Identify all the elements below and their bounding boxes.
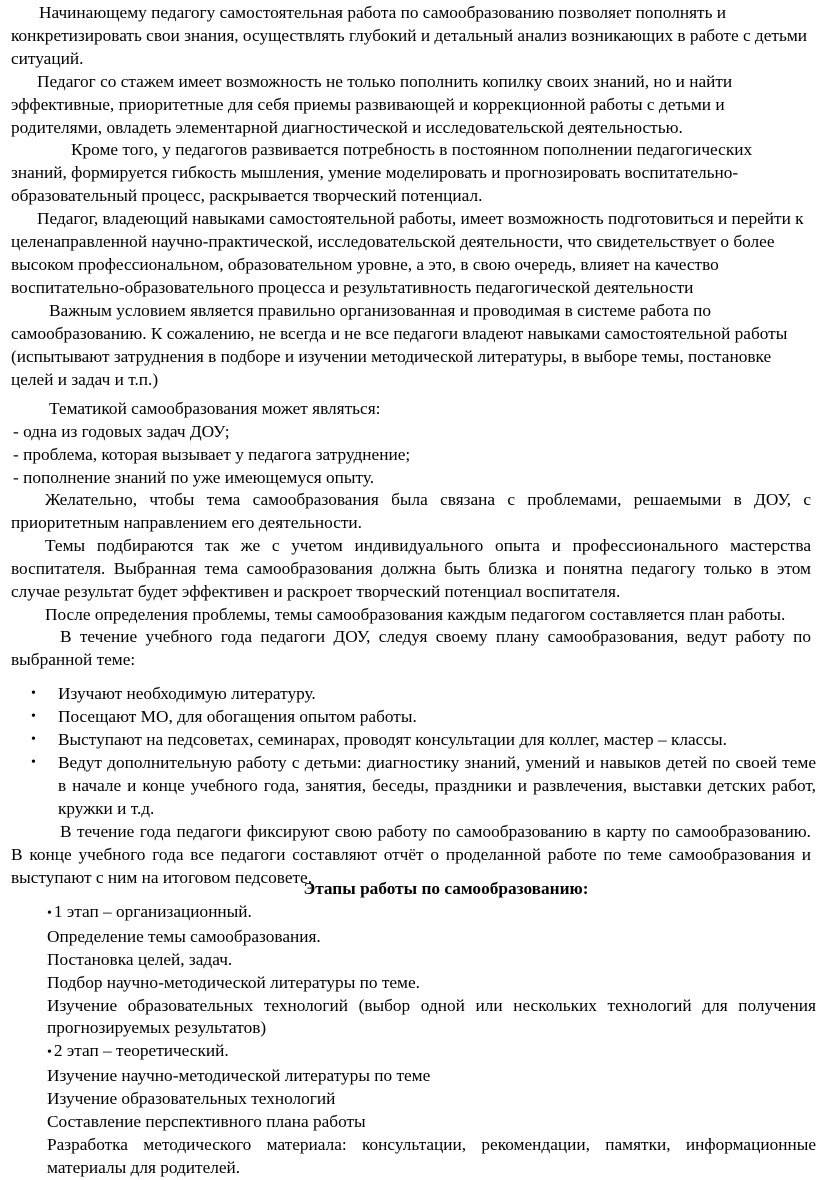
stage1-item: Определение темы самообразования. xyxy=(47,926,321,946)
stage2-item: Изучение научно-методической литературы по теме xyxy=(47,1066,431,1086)
stage1-item: Изучение образовательных технологий (выбор одной или нескольких технологий для получения прогнозируемых результатов) xyxy=(47,995,816,1038)
stage1-item: Постановка целей, задач. xyxy=(47,949,233,969)
bullet-icon: • xyxy=(31,754,36,770)
paragraph-important: Важным условием является правильно организованная и проводимая в системе работа по самообразованию. К сожалению, не всегда и не все педагоги владеют навыками самостоятельной работы (испытывают затруднения в подборе и изучении методической литературы, в выборе темы, постановке целей и задач и т.п.) xyxy=(11,300,788,389)
bullet-icon: • xyxy=(31,731,36,747)
paragraph-skills: Педагог, владеющий навыками самостоятельной работы, имеет возможность подготовиться и перейти к целенаправленной научно-практической, исследовательской деятельности, что свидетельствует о более высоком профессиональном, образовательном уровне, а это, в свою очередь, влияет на качество воспитательно-образовательного процесса и результативность педагогической деятельности xyxy=(11,209,804,297)
topics-section xyxy=(0,398,816,490)
stage2-item: Изучение образовательных технологий xyxy=(47,1089,336,1109)
stage2-item: Составление перспективного плана работы xyxy=(47,1112,366,1132)
stage2-title: • 2 этап – теоретический. xyxy=(47,1041,229,1061)
topic-item: - пополнение знаний по уже имеющемуся опыту. xyxy=(13,467,375,487)
bullet-icon: • xyxy=(31,686,36,701)
paragraph-experienced: Педагог со стажем имеет возможность не только пополнить копилку своих знаний, но и найти эффективные, приоритетные для себя приемы развивающей и коррекционной работы с детьми и родителями, овладеть элементарной диагностической и исследовательской деятельностью. xyxy=(11,71,733,137)
stage1-item: Подбор научно-методической литературы по теме. xyxy=(47,972,420,992)
topic-item: - одна из годовых задач ДОУ; xyxy=(13,421,230,441)
paragraph-desirable: Желательно, чтобы тема самообразования была связана с проблемами, решаемыми в ДОУ, с приоритетным направлением его деятельности. xyxy=(11,490,811,532)
paragraph-moreover: Кроме того, у педагогов развивается потребность в постоянном пополнении педагогических знаний, формируется гибкость мышления, умение моделировать и прогнозировать воспитательно-образовательный процесс, раскрывается творческий потенциал. xyxy=(11,140,753,206)
intro-section xyxy=(0,2,816,391)
stages-heading: Этапы работы по самообразованию: xyxy=(303,879,589,898)
topic-item: - проблема, которая вызывает у педагога затруднение; xyxy=(13,444,411,464)
paragraph-school-year: В течение учебного года педагоги ДОУ, следуя своему плану самообразования, ведут работу по выбранной теме: xyxy=(11,627,811,670)
activities-list xyxy=(0,683,816,820)
stage1-title: • 1 этап – организационный. xyxy=(47,901,252,921)
paragraph-topics-selection: Темы подбираются так же с учетом индивидуального опыта и профессионального мастерства воспитателя. Выбранная тема самообразования должна быть близка и понятна педагогу только в этом случае результат будет эффективен и раскроет творческий потенциал воспитателя. xyxy=(11,535,811,601)
list-item: • Изучают необходимую литературу. xyxy=(0,683,816,706)
bullet-icon: • xyxy=(47,905,52,921)
middle-section xyxy=(0,489,816,672)
paragraph-beginner: Начинающему педагогу самостоятельная работа по самообразованию позволяет пополнять и конкретизировать свои знания, осуществлять глубокий и детальный анализ возникающих в работе с детьми ситуаций. xyxy=(11,3,808,68)
topics-intro: Тематикой самообразования может являться: xyxy=(49,399,381,418)
list-item: • Ведут дополнительную работу с детьми: диагностику знаний, умений и навыков детей по своей теме в начале и конце учебного года, занятия, беседы, праздники и развлечения, выставки детских работ, кружки и т.д. xyxy=(31,752,816,818)
stages-section xyxy=(0,878,816,1180)
paragraph-plan: После определения проблемы, темы самообразования каждым педагогом составляется план работы. xyxy=(45,604,786,624)
bullet-icon: • xyxy=(47,1045,52,1061)
paragraph-report: В течение года педагоги фиксируют свою работу по самообразованию в карту по самообразованию. В конце учебного года все педагоги составляют отчёт о проделанной работе по теме самообразования и выступают с ним на итоговом педсовете. xyxy=(11,822,811,887)
bullet-icon: • xyxy=(31,708,36,724)
stage2-item: Разработка методического материала: консультации, рекомендации, памятки, информационные материалы для родителей. xyxy=(47,1134,816,1177)
list-item: • Посещают МО, для обогащения опытом работы. xyxy=(0,706,816,729)
activities-section xyxy=(0,683,816,820)
list-item: • Выступают на педсоветах, семинарах, проводят консультации для коллег, мастер – классы. xyxy=(0,729,816,752)
